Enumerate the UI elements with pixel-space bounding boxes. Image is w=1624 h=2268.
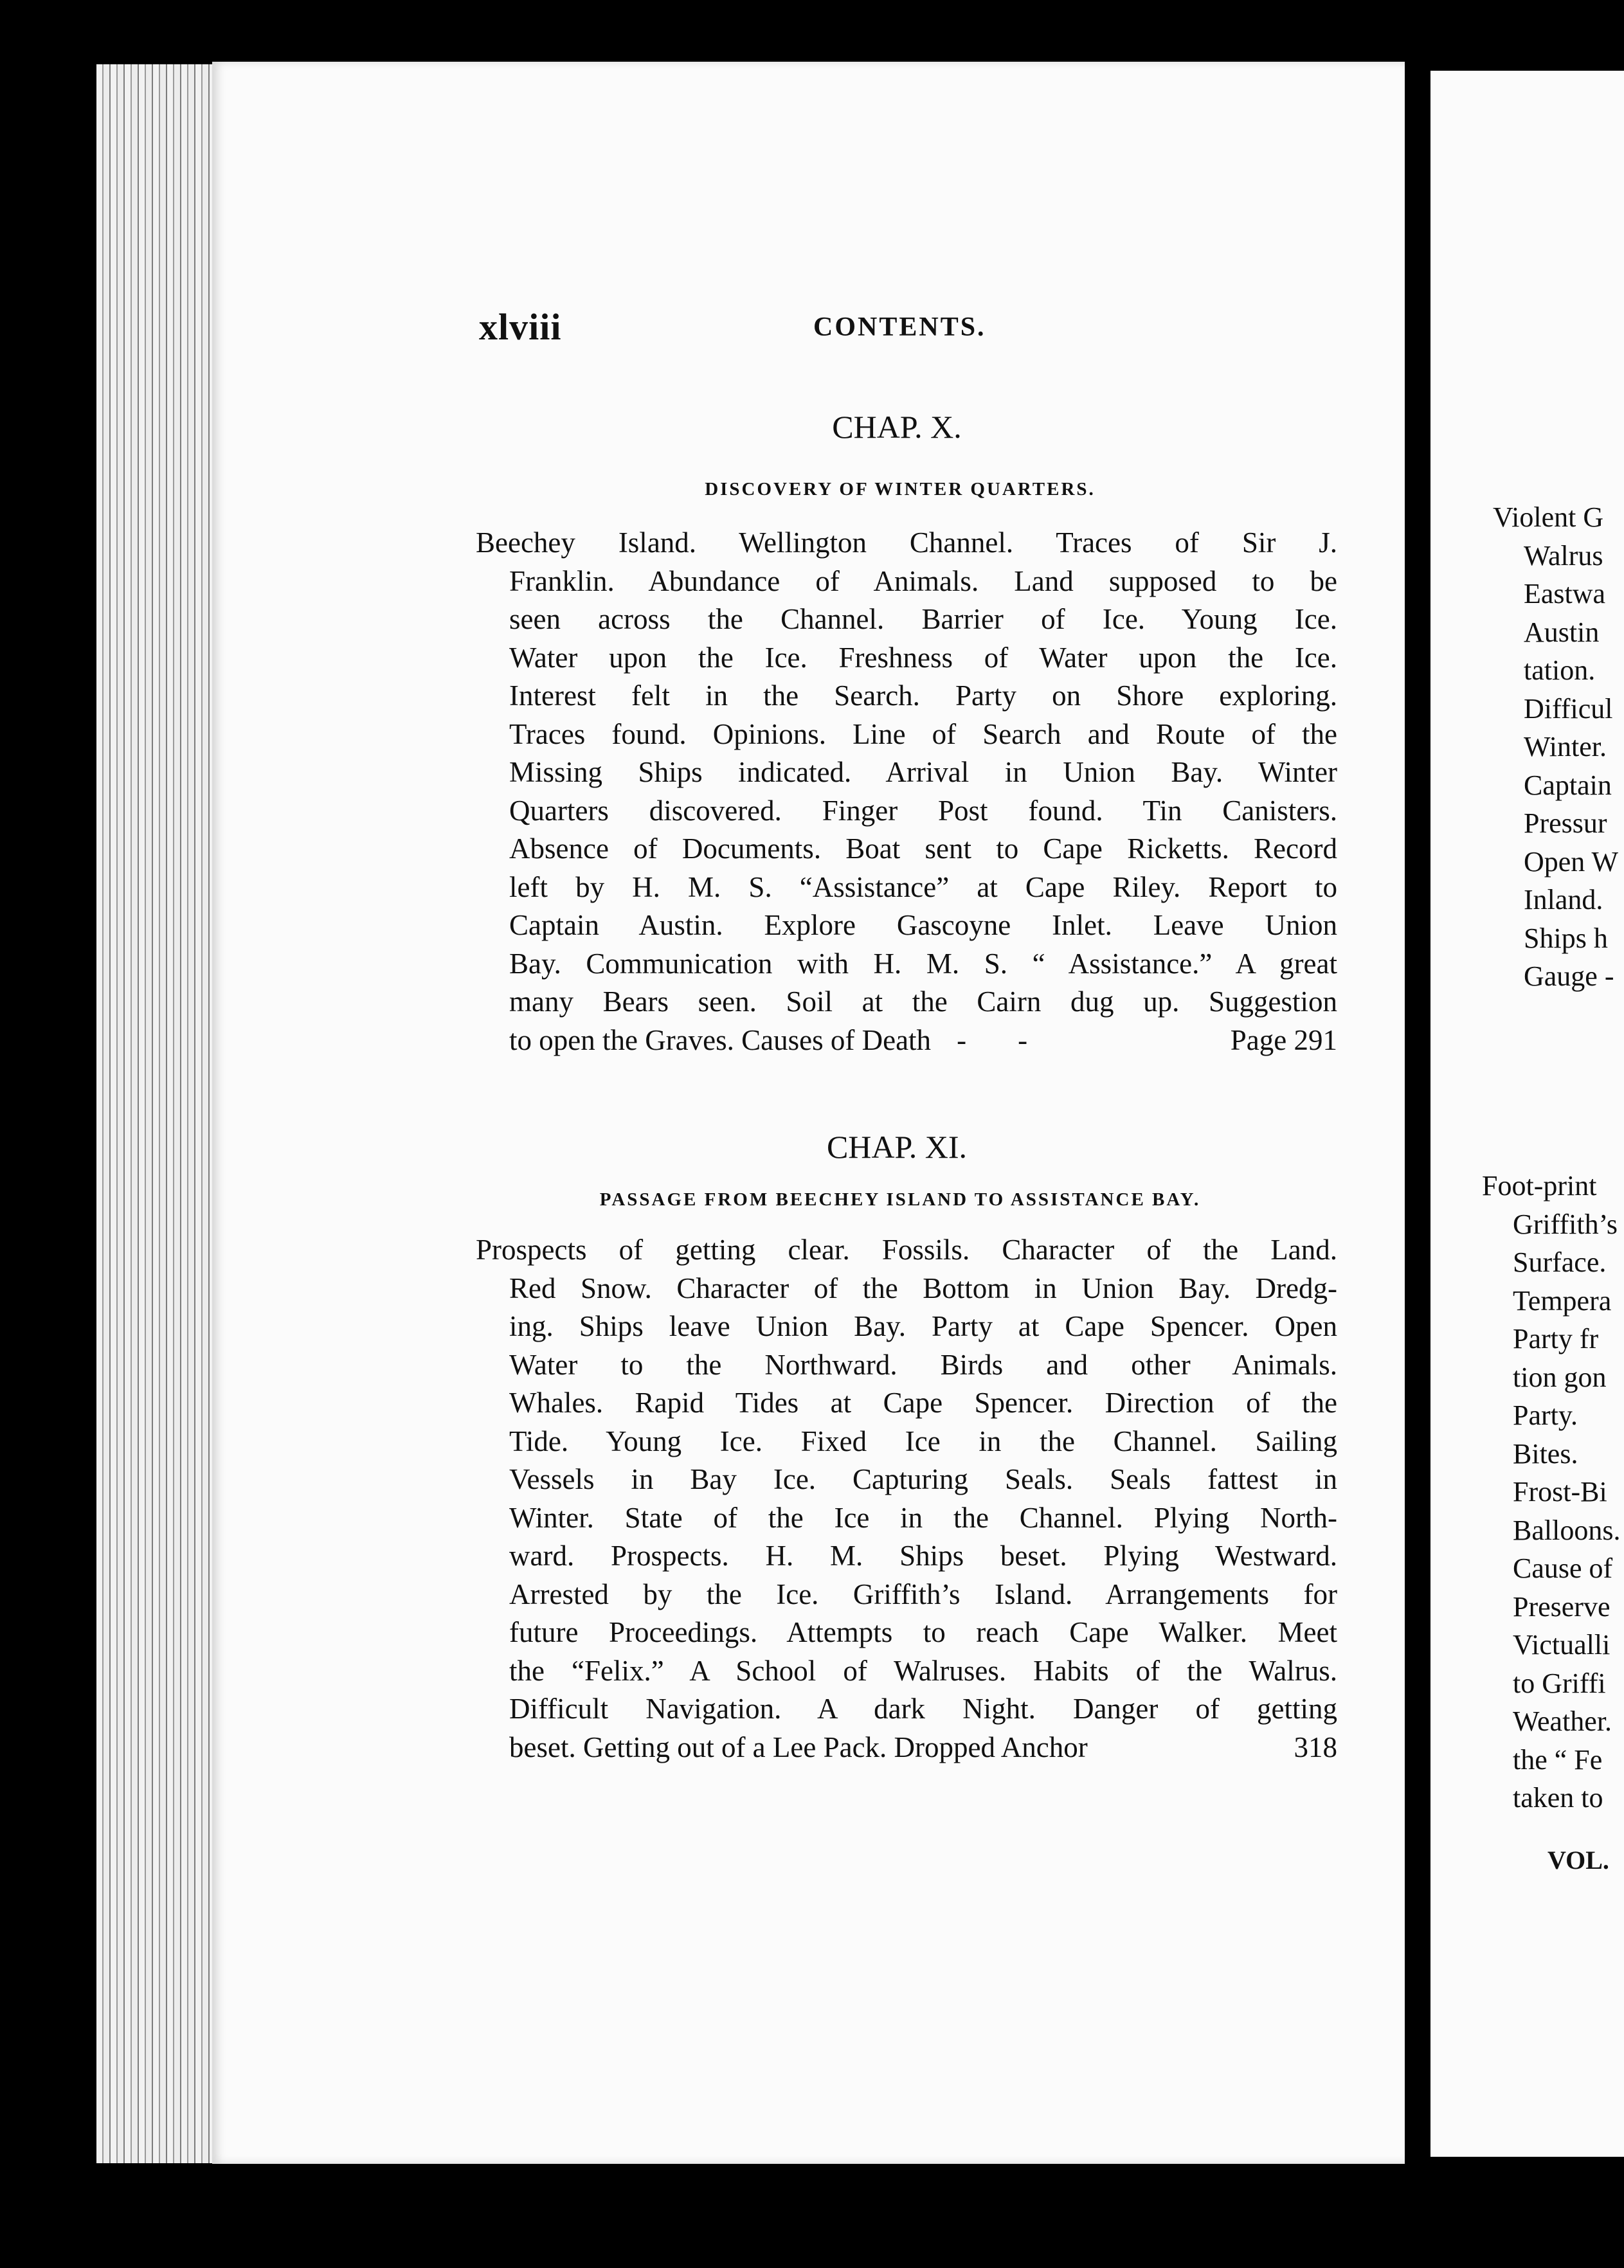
facing-line: Cause of [1513, 1553, 1613, 1584]
summary-line: Beechey Island. Wellington Channel. Traces of Sir J. [476, 526, 1337, 559]
facing-line: Walrus [1524, 539, 1603, 572]
summary-line: Franklin. Abundance of Animals. Land supposed to be [509, 564, 1337, 597]
facing-line: Party. [1513, 1400, 1578, 1431]
facing-line: Captain [1524, 769, 1612, 801]
summary-line: left by H. M. S. “Assistance” at Cape Riley. Report to [509, 870, 1337, 903]
summary-line-text: to open the Graves. Causes of Death [509, 1023, 932, 1056]
chapter-heading: CHAP. XI. [826, 1129, 968, 1165]
facing-line: to Griffi [1513, 1667, 1606, 1699]
facing-line: Pressur [1524, 807, 1607, 839]
facing-line: Winter. [1524, 731, 1607, 762]
facing-line: Open W [1524, 845, 1619, 878]
summary-line: Vessels in Bay Ice. Capturing Seals. Seals fattest in [509, 1463, 1337, 1495]
summary-line: many Bears seen. Soil at the Cairn dug up. Suggestion [509, 986, 1337, 1018]
summary-line: Whales. Rapid Tides at Cape Spencer. Direction of the [509, 1387, 1337, 1419]
summary-line: Prospects of getting clear. Fossils. Character of the Land. [476, 1234, 1337, 1266]
facing-line: the “ Fe [1513, 1743, 1603, 1776]
facing-page-block [1493, 498, 1618, 996]
left-page [212, 62, 1405, 2164]
summary-line: Captain Austin. Explore Gascoyne Inlet. Leave Union [509, 909, 1337, 941]
facing-line: Surface. [1513, 1246, 1607, 1278]
facing-line: Difficul [1524, 692, 1613, 724]
summary-line: the “Felix.” A School of Walruses. Habits of the Walrus. [509, 1654, 1337, 1687]
summary-last-line [476, 1729, 1337, 1767]
summary-line: Interest felt in the Search. Party on Shore exploring. [509, 680, 1337, 712]
chapter-heading: CHAP. X. [832, 409, 962, 445]
facing-line: taken to [1513, 1782, 1603, 1814]
facing-line: Party fr [1513, 1323, 1599, 1354]
summary-line: Red Snow. Character of the Bottom in Union Bay. Dredg- [509, 1272, 1337, 1304]
facing-line: Austin [1524, 616, 1600, 648]
facing-line: Griffith’s [1513, 1208, 1618, 1240]
facing-page-block [1482, 1167, 1620, 1817]
summary-line: seen across the Channel. Barrier of Ice. Young Ice. [509, 603, 1337, 635]
page-folio: xlviii [479, 306, 562, 348]
volume-signature: VOL. [1547, 1846, 1609, 1875]
chapter-summary [476, 1231, 1337, 1767]
page-reference: Page 291 [1230, 1023, 1337, 1056]
summary-line: future Proceedings. Attempts to reach Cape Walker. Meet [509, 1616, 1337, 1648]
facing-line: Victualli [1513, 1629, 1610, 1661]
facing-line: Bites. [1513, 1437, 1578, 1470]
summary-line: Arrested by the Ice. Griffith’s Island. Arrangements for [509, 1578, 1337, 1610]
facing-line: Violent G [1493, 501, 1604, 533]
chapter-subtitle: PASSAGE FROM BEECHEY ISLAND TO ASSISTANCE BAY. [599, 1189, 1201, 1210]
summary-line-text: beset. Getting out of a Lee Pack. Dropped Anchor [509, 1731, 1088, 1763]
summary-line: ing. Ships leave Union Bay. Party at Cape Spencer. Open [509, 1310, 1337, 1342]
facing-line: Frost-Bi [1513, 1476, 1607, 1508]
right-page-fragment [1430, 71, 1624, 2157]
summary-line: Tide. Young Ice. Fixed Ice in the Channel. Sailing [509, 1425, 1337, 1457]
facing-line: tion gon [1513, 1361, 1607, 1393]
facing-line: Foot-print [1482, 1170, 1597, 1202]
summary-line: Winter. State of the Ice in the Channel. Plying North- [509, 1501, 1337, 1534]
facing-line: Weather. [1513, 1706, 1612, 1737]
summary-line: Absence of Documents. Boat sent to Cape Ricketts. Record [509, 833, 1337, 865]
facing-line: tation. [1524, 654, 1596, 686]
facing-line: Balloons. [1513, 1514, 1621, 1546]
facing-line: Gauge - [1524, 960, 1614, 992]
summary-line: Bay. Communication with H. M. S. “ Assistance.” A great [509, 947, 1337, 980]
chapter-summary [476, 524, 1337, 1059]
facing-line: Tempera [1513, 1284, 1612, 1317]
page-reference: 318 [1294, 1731, 1337, 1763]
summary-line: Difficult Navigation. A dark Night. Danger of getting [509, 1693, 1337, 1725]
facing-line: Ships h [1524, 922, 1608, 954]
facing-line: Preserve [1513, 1590, 1610, 1623]
running-head: CONTENTS. [813, 312, 986, 342]
chapter-subtitle: DISCOVERY OF WINTER QUARTERS. [705, 479, 1096, 500]
facing-line: Eastwa [1524, 578, 1606, 609]
summary-line: Missing Ships indicated. Arrival in Union Bay. Winter [509, 756, 1337, 788]
leader-dash: - [957, 1023, 967, 1056]
summary-line: Traces found. Opinions. Line of Search and Route of the [509, 717, 1337, 750]
summary-line: Water upon the Ice. Freshness of Water upon the Ice. [509, 641, 1337, 674]
summary-last-line [476, 1022, 1337, 1060]
summary-line: ward. Prospects. H. M. Ships beset. Plying Westward. [509, 1540, 1337, 1572]
summary-line: Water to the Northward. Birds and other Animals. [509, 1348, 1337, 1381]
summary-line: Quarters discovered. Finger Post found. Tin Canisters. [509, 794, 1337, 827]
facing-line: Inland. [1524, 884, 1603, 915]
leader-dash: - [1018, 1023, 1028, 1056]
